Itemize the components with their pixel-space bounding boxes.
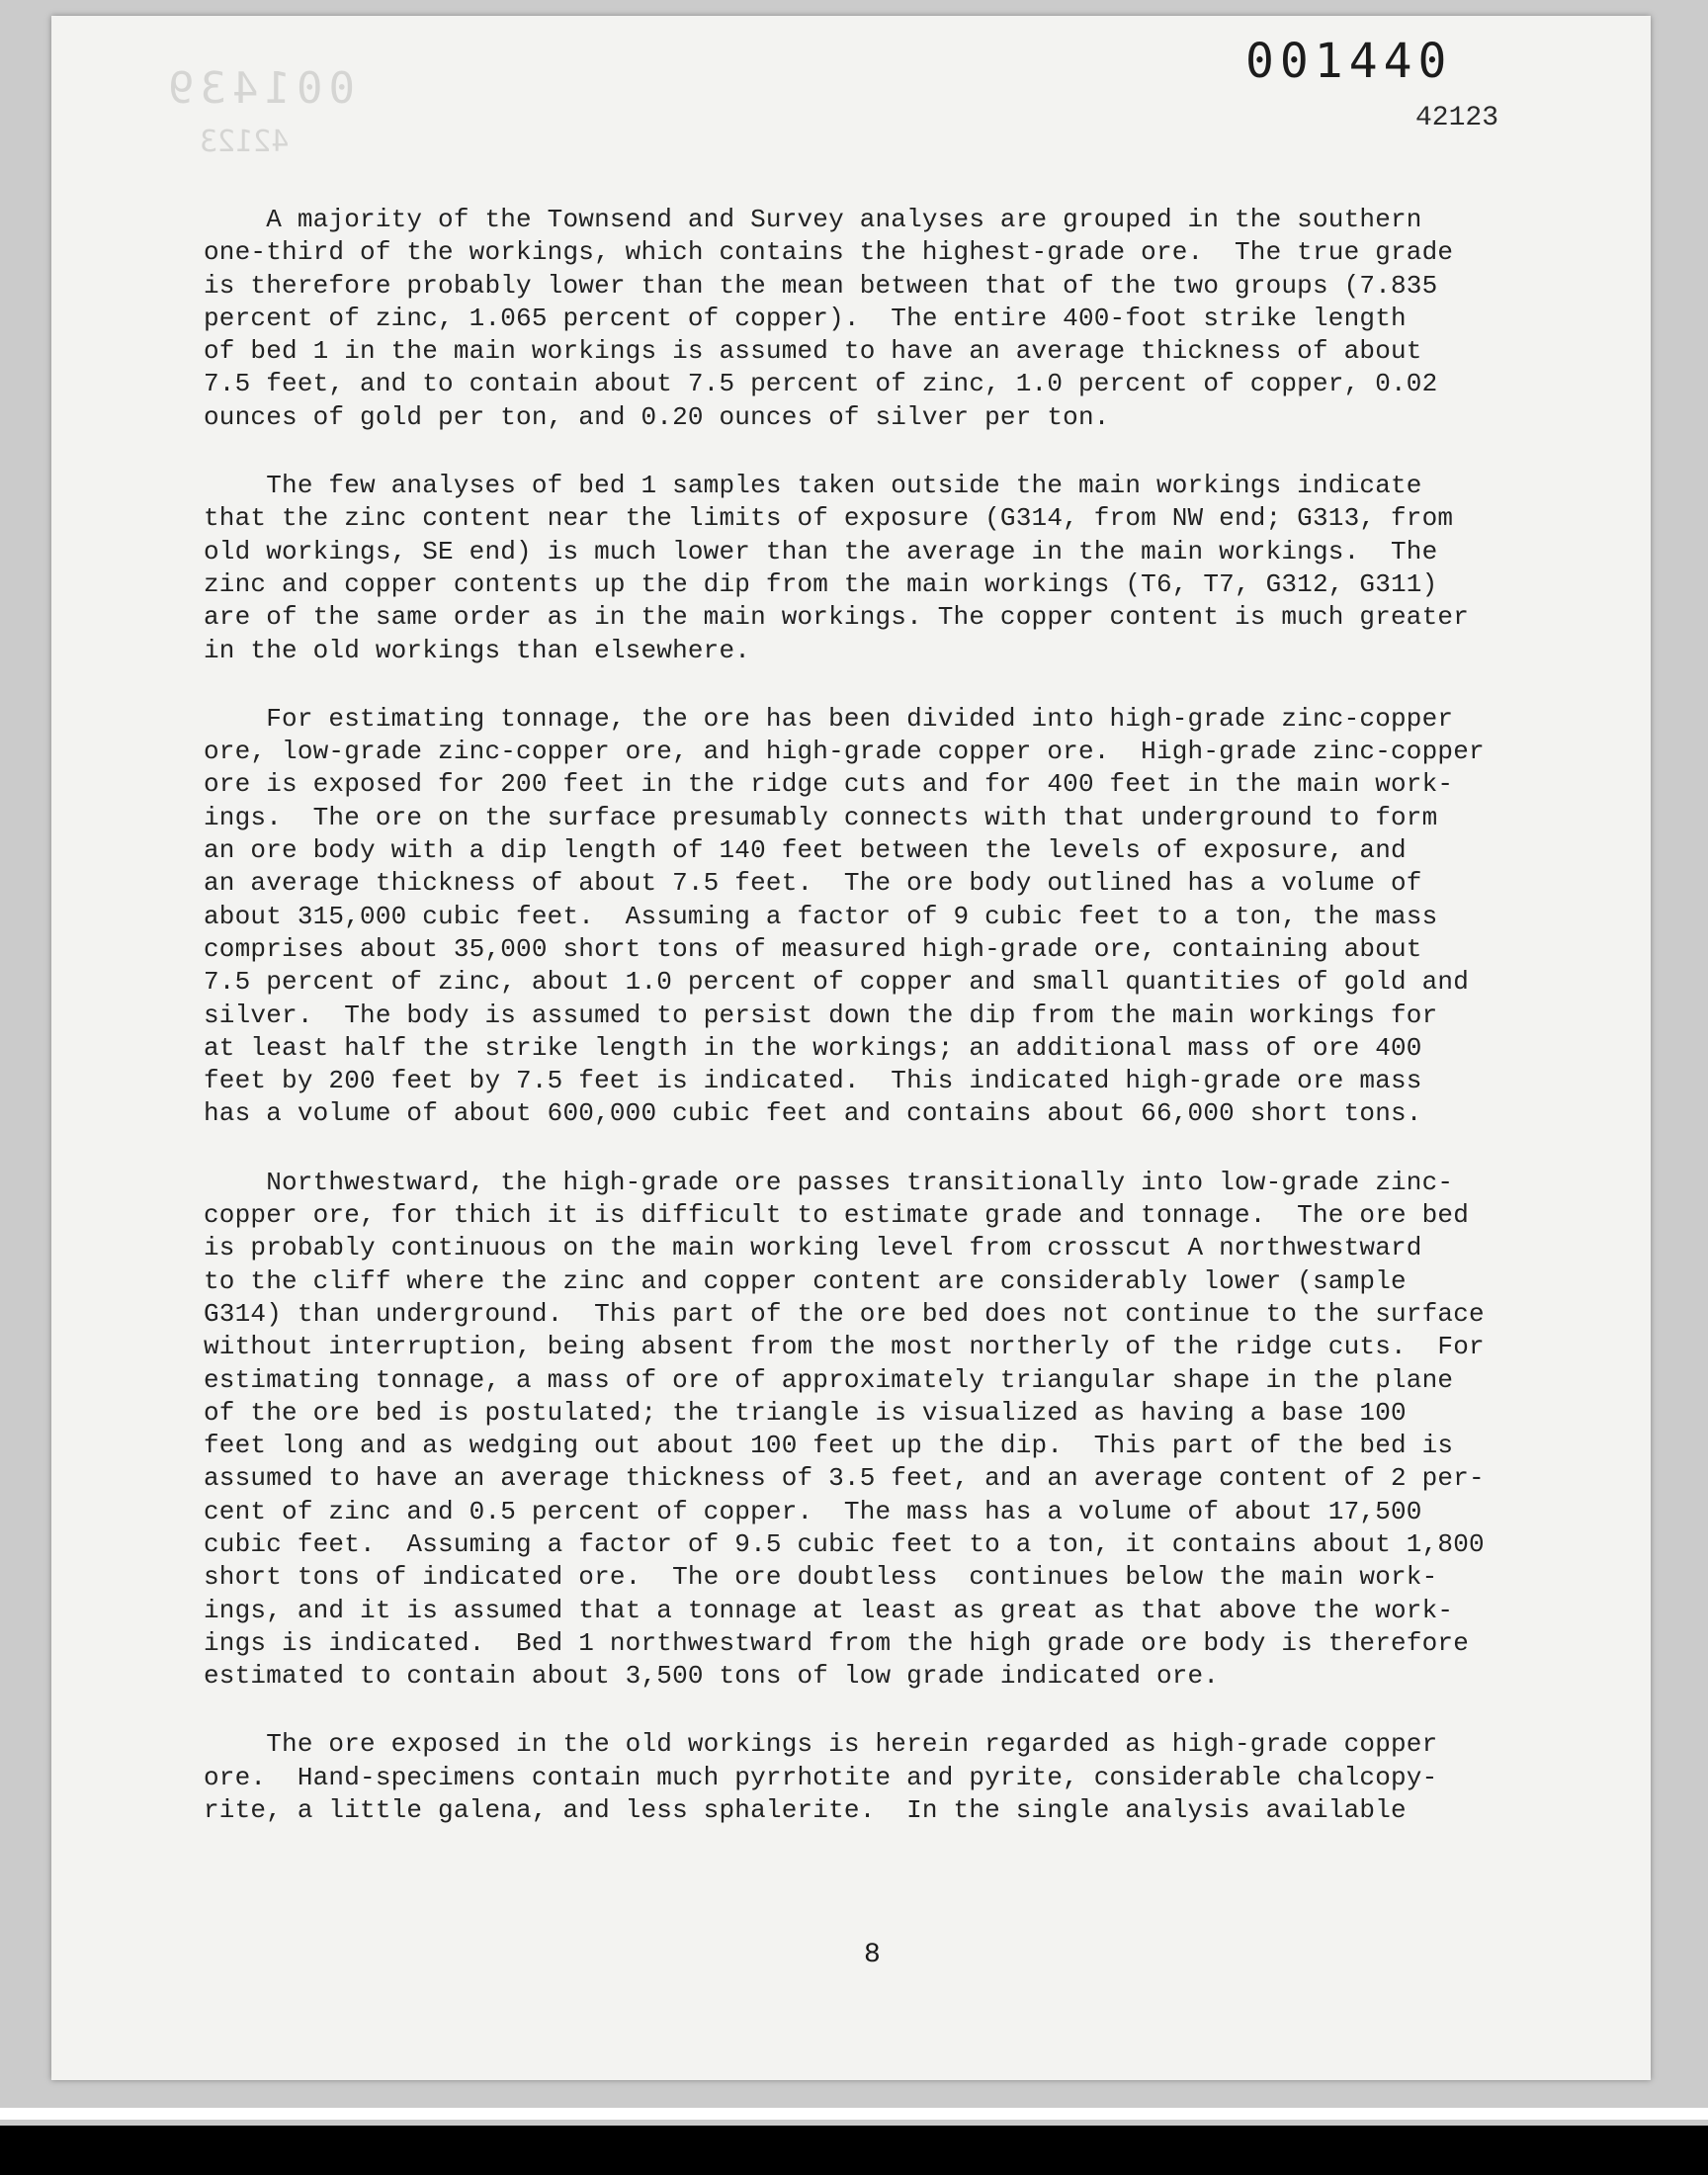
text-line: of bed 1 in the main workings is assumed to have an average thickness of about [204,336,1422,367]
text-line: estimated to contain about 3,500 tons of low grade indicated ore. [204,1661,1220,1692]
scan-border [0,2126,1708,2175]
text-line: is probably continuous on the main working level from crosscut A northwestward [204,1233,1422,1263]
body-text [204,204,1568,1863]
text-line: at least half the strike length in the workings; an additional mass of ore 400 [204,1032,1422,1063]
text-line: ore, low-grade zinc-copper ore, and high-grade copper ore. High-grade zinc-copper [204,737,1485,767]
text-line: are of the same order as in the main workings. The copper content is much greater [204,602,1470,633]
text-line: For estimating tonnage, the ore has been divided into high-grade zinc-copper [204,703,1454,734]
text-line: ings, and it is assumed that a tonnage at least as great as that above the work- [204,1595,1454,1625]
text-line: zinc and copper contents up the dip from the main workings (T6, T7, G312, G311) [204,568,1438,599]
text-line: short tons of indicated ore. The ore doubtless continues below the main work- [204,1562,1438,1593]
text-line: cent of zinc and 0.5 percent of copper. The mass has a volume of about 17,500 [204,1496,1422,1526]
text-line: ings. The ore on the surface presumably connects with that underground to form [204,802,1438,832]
paragraph-4 [204,1167,1568,1694]
text-line: G314) than underground. This part of the ore bed does not continue to the surface [204,1298,1485,1329]
text-line: an ore body with a dip length of 140 feet between the levels of exposure, and [204,835,1407,866]
text-line: an average thickness of about 7.5 feet. The ore body outlined has a volume of [204,868,1422,899]
text-line: 7.5 feet, and to contain about 7.5 percent of zinc, 1.0 percent of copper, 0.02 [204,369,1438,399]
text-line: that the zinc content near the limits of exposure (G314, from NW end; G313, from [204,503,1454,534]
bleed-through-code: 42123 [200,125,290,159]
text-line: in the old workings than elsewhere. [204,635,751,665]
document-id: 42123 [1415,103,1499,133]
text-line: Northwestward, the high-grade ore passes transitionally into low-grade zinc- [204,1167,1454,1197]
text-line: of the ore bed is postulated; the triangle is visualized as having a base 100 [204,1397,1407,1428]
text-line: A majority of the Townsend and Survey analyses are grouped in the southern [204,205,1422,234]
text-line: feet long and as wedging out about 100 feet up the dip. This part of the bed is [204,1431,1454,1461]
text-line: cubic feet. Assuming a factor of 9.5 cubic feet to a ton, it contains about 1,800 [204,1528,1485,1559]
text-line: without interruption, being absent from the most northerly of the ridge cuts. For [204,1332,1485,1362]
text-line: ore is exposed for 200 feet in the ridge cuts and for 400 feet in the main work- [204,769,1454,800]
scan-edge-band [0,2108,1708,2120]
text-line: assumed to have an average thickness of 3.5 feet, and an average content of 2 per- [204,1463,1485,1494]
text-line: percent of zinc, 1.065 percent of copper). The entire 400-foot strike length [204,303,1407,333]
text-line: feet by 200 feet by 7.5 feet is indicated. This indicated high-grade ore mass [204,1066,1422,1096]
text-line: silver. The body is assumed to persist down the dip from the main workings for [204,1000,1438,1030]
text-line: ore. Hand-specimens contain much pyrrhotite and pyrite, considerable chalcopy- [204,1762,1438,1792]
text-line: about 315,000 cubic feet. Assuming a factor of 9 cubic feet to a ton, the mass [204,901,1438,931]
text-line: has a volume of about 600,000 cubic feet and contains about 66,000 short tons. [204,1098,1422,1129]
paragraph-3 [204,703,1568,1131]
paragraph-1 [204,204,1568,434]
text-line: estimating tonnage, a mass of ore of approximately triangular shape in the plane [204,1364,1454,1395]
text-line: ounces of gold per ton, and 0.20 ounces of silver per ton. [204,401,1110,432]
text-line: old workings, SE end) is much lower than the average in the main workings. The [204,536,1438,566]
text-line: one-third of the workings, which contains the highest-grade ore. The true grade [204,237,1454,268]
text-line: is therefore probably lower than the mean between that of the two groups (7.835 [204,270,1438,301]
text-line: ings is indicated. Bed 1 northwestward from the high grade ore body is therefore [204,1627,1470,1658]
bleed-through-number: 001439 [162,63,355,114]
text-line: The ore exposed in the old workings is herein regarded as high-grade copper [204,1729,1438,1760]
text-line: comprises about 35,000 short tons of measured high-grade ore, containing about [204,933,1422,964]
text-line: to the cliff where the zinc and copper content are considerably lower (sample [204,1265,1407,1296]
paragraph-2 [204,470,1568,667]
paragraph-5 [204,1728,1568,1827]
text-line: The few analyses of bed 1 samples taken outside the main workings indicate [204,471,1422,501]
text-line: rite, a little galena, and less sphalerite. In the single analysis available [204,1795,1407,1826]
text-line: 7.5 percent of zinc, about 1.0 percent of copper and small quantities of gold and [204,967,1470,998]
stamp-number: 001440 [1245,34,1453,89]
text-line: copper ore, for thich it is difficult to estimate grade and tonnage. The ore bed [204,1200,1470,1231]
page-number: 8 [864,1940,881,1970]
